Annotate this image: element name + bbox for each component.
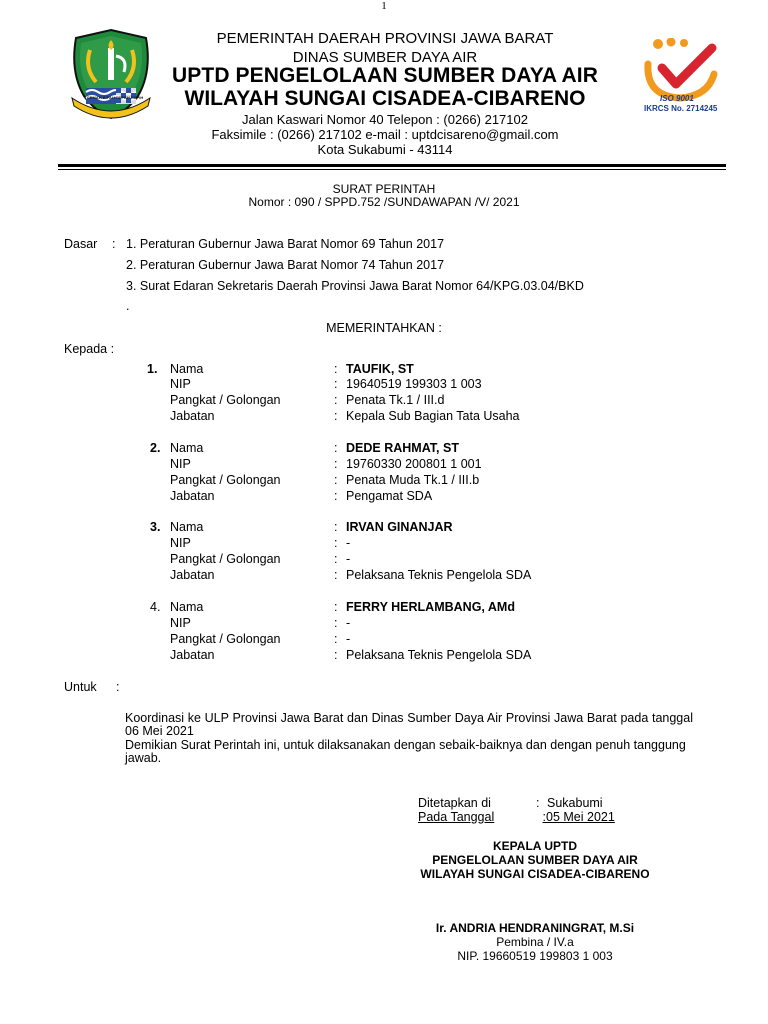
- field-label-pangkat: Pangkat / Golongan: [170, 632, 281, 646]
- colon: :: [334, 648, 338, 662]
- field-label-jabatan: Jabatan: [170, 409, 215, 423]
- untuk-colon: :: [116, 680, 120, 694]
- signature-title-2: PENGELOLAAN SUMBER DAYA AIR: [432, 853, 638, 867]
- field-label-nip: NIP: [170, 536, 191, 550]
- header-uptd: UPTD PENGELOLAAN SUMBER DAYA AIR: [172, 64, 598, 87]
- field-label-nama: Nama: [170, 441, 204, 455]
- person-nip: -: [346, 536, 351, 550]
- field-label-jabatan: Jabatan: [170, 648, 215, 662]
- person-number: 3.: [150, 520, 161, 534]
- colon: :: [334, 552, 338, 566]
- field-label-nama: Nama: [170, 362, 204, 376]
- ditetapkan-colon: :: [536, 796, 540, 810]
- field-label-pangkat: Pangkat / Golongan: [170, 473, 281, 487]
- seal-motto: GEMAH RIPAH REPEH RAPIH: [86, 95, 144, 100]
- date-colon: :: [542, 810, 546, 824]
- person-name: IRVAN GINANJAR: [346, 520, 453, 534]
- header-rule-thick: [58, 164, 726, 167]
- field-label-nip: NIP: [170, 616, 191, 630]
- person-jabatan: Pelaksana Teknis Pengelola SDA: [346, 648, 532, 662]
- colon: :: [334, 362, 338, 376]
- person-number: 2.: [150, 441, 161, 455]
- colon: :: [334, 600, 338, 614]
- person-name: FERRY HERLAMBANG, AMd: [346, 600, 515, 614]
- person-pangkat: -: [346, 632, 351, 646]
- colon: :: [334, 393, 338, 407]
- colon: :: [334, 632, 338, 646]
- person-name: DEDE RAHMAT, ST: [346, 441, 459, 455]
- letter-title: SURAT PERINTAH: [332, 182, 436, 196]
- letter-number: Nomor : 090 / SPPD.752 /SUNDAWAPAN /V/ 2021: [248, 195, 520, 209]
- person-pangkat: Penata Tk.1 / III.d: [346, 393, 445, 407]
- date-label: Pada Tanggal: [418, 810, 495, 824]
- colon: :: [334, 536, 338, 550]
- header-government: PEMERINTAH DAERAH PROVINSI JAWA BARAT: [216, 30, 554, 47]
- colon: :: [334, 616, 338, 630]
- person-nip: 19640519 199303 1 003: [346, 377, 482, 391]
- memerintahkan: MEMERINTAHKAN :: [326, 321, 442, 335]
- signature-title-3: WILAYAH SUNGAI CISADEA-CIBARENO: [420, 867, 650, 881]
- field-label-pangkat: Pangkat / Golongan: [170, 393, 281, 407]
- dasar-label: Dasar: [64, 237, 98, 251]
- colon: :: [334, 441, 338, 455]
- header-city: Kota Sukabumi - 43114: [317, 142, 453, 157]
- signature-title-1: KEPALA UPTD: [493, 839, 577, 853]
- header-wilayah: WILAYAH SUNGAI CISADEA-CIBARENO: [184, 87, 586, 110]
- dasar-item-3: 3. Surat Edaran Sekretaris Daerah Provinsi Jawa Barat Nomor 64/KPG.03.04/BKD: [126, 279, 584, 293]
- colon: :: [334, 489, 338, 503]
- signer-nip: NIP. 19660519 199803 1 003: [457, 949, 613, 963]
- ditetapkan-label: Ditetapkan di: [418, 796, 491, 810]
- field-label-pangkat: Pangkat / Golongan: [170, 552, 281, 566]
- colon: :: [334, 409, 338, 423]
- dasar-dot: .: [126, 299, 130, 313]
- header-rule-thin: [58, 169, 726, 170]
- field-label-nip: NIP: [170, 457, 191, 471]
- person-nip: 19760330 200801 1 001: [346, 457, 482, 471]
- colon: :: [334, 568, 338, 582]
- kepada-label: Kepada :: [64, 342, 115, 356]
- ditetapkan-value: Sukabumi: [547, 796, 603, 810]
- ikrcs-label: IKRCS No. 2714245: [644, 104, 718, 113]
- header-department: DINAS SUMBER DAYA AIR: [292, 49, 478, 66]
- person-pangkat: -: [346, 552, 351, 566]
- iso-label: ISO 9001: [660, 94, 694, 103]
- colon: :: [334, 520, 338, 534]
- field-label-nama: Nama: [170, 600, 204, 614]
- untuk-label: Untuk: [64, 680, 97, 694]
- field-label-nama: Nama: [170, 520, 204, 534]
- person-pangkat: Penata Muda Tk.1 / III.b: [346, 473, 480, 487]
- colon: :: [334, 457, 338, 471]
- dasar-item-1: 1. Peraturan Gubernur Jawa Barat Nomor 69 Tahun 2017: [126, 237, 445, 251]
- field-label-jabatan: Jabatan: [170, 568, 215, 582]
- jawa-barat-seal-icon: [68, 28, 154, 120]
- header-address: Jalan Kaswari Nomor 40 Telepon : (0266) 217102: [242, 112, 528, 127]
- person-jabatan: Pengamat SDA: [346, 489, 433, 503]
- date-value: 05 Mei 2021: [546, 810, 615, 824]
- person-nip: -: [346, 616, 351, 630]
- person-number: 1.: [147, 362, 158, 376]
- person-name: TAUFIK, ST: [346, 362, 414, 376]
- signer-rank: Pembina / IV.a: [496, 935, 574, 949]
- header-fax-email: Faksimile : (0266) 217102 e-mail : uptdcisareno@gmail.com: [211, 127, 559, 142]
- person-jabatan: Kepala Sub Bagian Tata Usaha: [346, 409, 520, 423]
- dasar-colon: :: [112, 237, 116, 251]
- signer-name: Ir. ANDRIA HENDRANINGRAT, M.Si: [435, 921, 635, 935]
- dasar-item-2: 2. Peraturan Gubernur Jawa Barat Nomor 74 Tahun 2017: [126, 258, 445, 272]
- untuk-paragraph-2: Demikian Surat Perintah ini, untuk dilaksanakan dengan sebaik-baiknya dan dengan penuh tanggung jawab.: [125, 738, 686, 765]
- colon: :: [334, 377, 338, 391]
- field-label-jabatan: Jabatan: [170, 489, 215, 503]
- page-number: 1: [381, 0, 387, 12]
- untuk-paragraph-1: Koordinasi ke ULP Provinsi Jawa Barat dan Dinas Sumber Daya Air Provinsi Jawa Barat pada tanggal 06 Mei 2021: [125, 711, 693, 738]
- person-number: 4.: [150, 600, 161, 614]
- colon: :: [334, 473, 338, 487]
- person-jabatan: Pelaksana Teknis Pengelola SDA: [346, 568, 532, 582]
- field-label-nip: NIP: [170, 377, 191, 391]
